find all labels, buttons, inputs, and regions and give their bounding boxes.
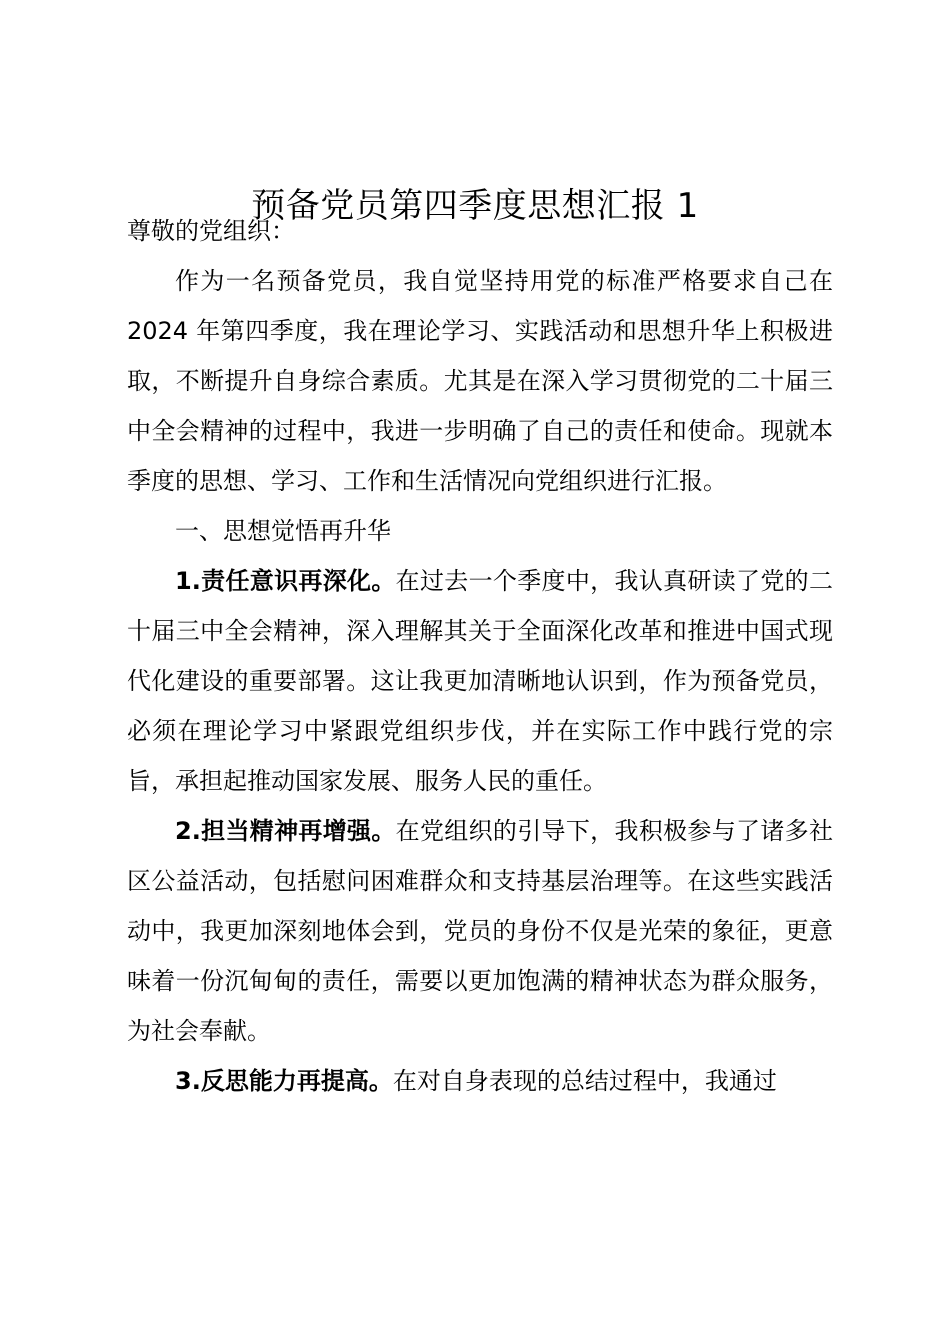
item-lead: 3.反思能力再提高。 [175, 1067, 393, 1095]
item-text: 在过去一个季度中，我认真研读了党的二十届三中全会精神，深入理解其关于全面深化改革和推进中国式现代化建设的重要部署。这让我更加清晰地认识到，作为预备党员，必须在理论学习中紧跟党组织步伐，并在实际工作中践行党的宗旨，承担起推动国家发展、服务人民的重任。 [127, 567, 833, 795]
item-lead: 2.担当精神再增强。 [175, 817, 396, 845]
item-paragraph-3 [127, 1056, 833, 1106]
salutation: 尊敬的党组织： [127, 217, 295, 245]
item-lead: 1.责任意识再深化。 [175, 567, 396, 595]
item-paragraph-2 [127, 806, 833, 1056]
intro-paragraph: 作为一名预备党员，我自觉坚持用党的标准严格要求自己在 2024 年第四季度，我在理论学习、实践活动和思想升华上积极进取，不断提升自身综合素质。尤其是在深入学习贯彻党的二十届三中全会精神的过程中，我进一步明确了自己的责任和使命。现就本季度的思想、学习、工作和生活情况向党组织进行汇报。 [127, 267, 833, 495]
document-body [127, 206, 833, 1106]
document-title: 预备党员第四季度思想汇报 1 [251, 186, 699, 226]
item-text: 在对自身表现的总结过程中，我通过 [392, 1067, 777, 1095]
section-heading: 一、思想觉悟再升华 [175, 517, 391, 545]
item-text: 在党组织的引导下，我积极参与了诸多社区公益活动，包括慰问困难群众和支持基层治理等。在这些实践活动中，我更加深刻地体会到，党员的身份不仅是光荣的象征，更意味着一份沉甸甸的责任，需要以更加饱满的精神状态为群众服务，为社会奉献。 [127, 817, 833, 1045]
item-paragraph-1 [127, 556, 833, 806]
